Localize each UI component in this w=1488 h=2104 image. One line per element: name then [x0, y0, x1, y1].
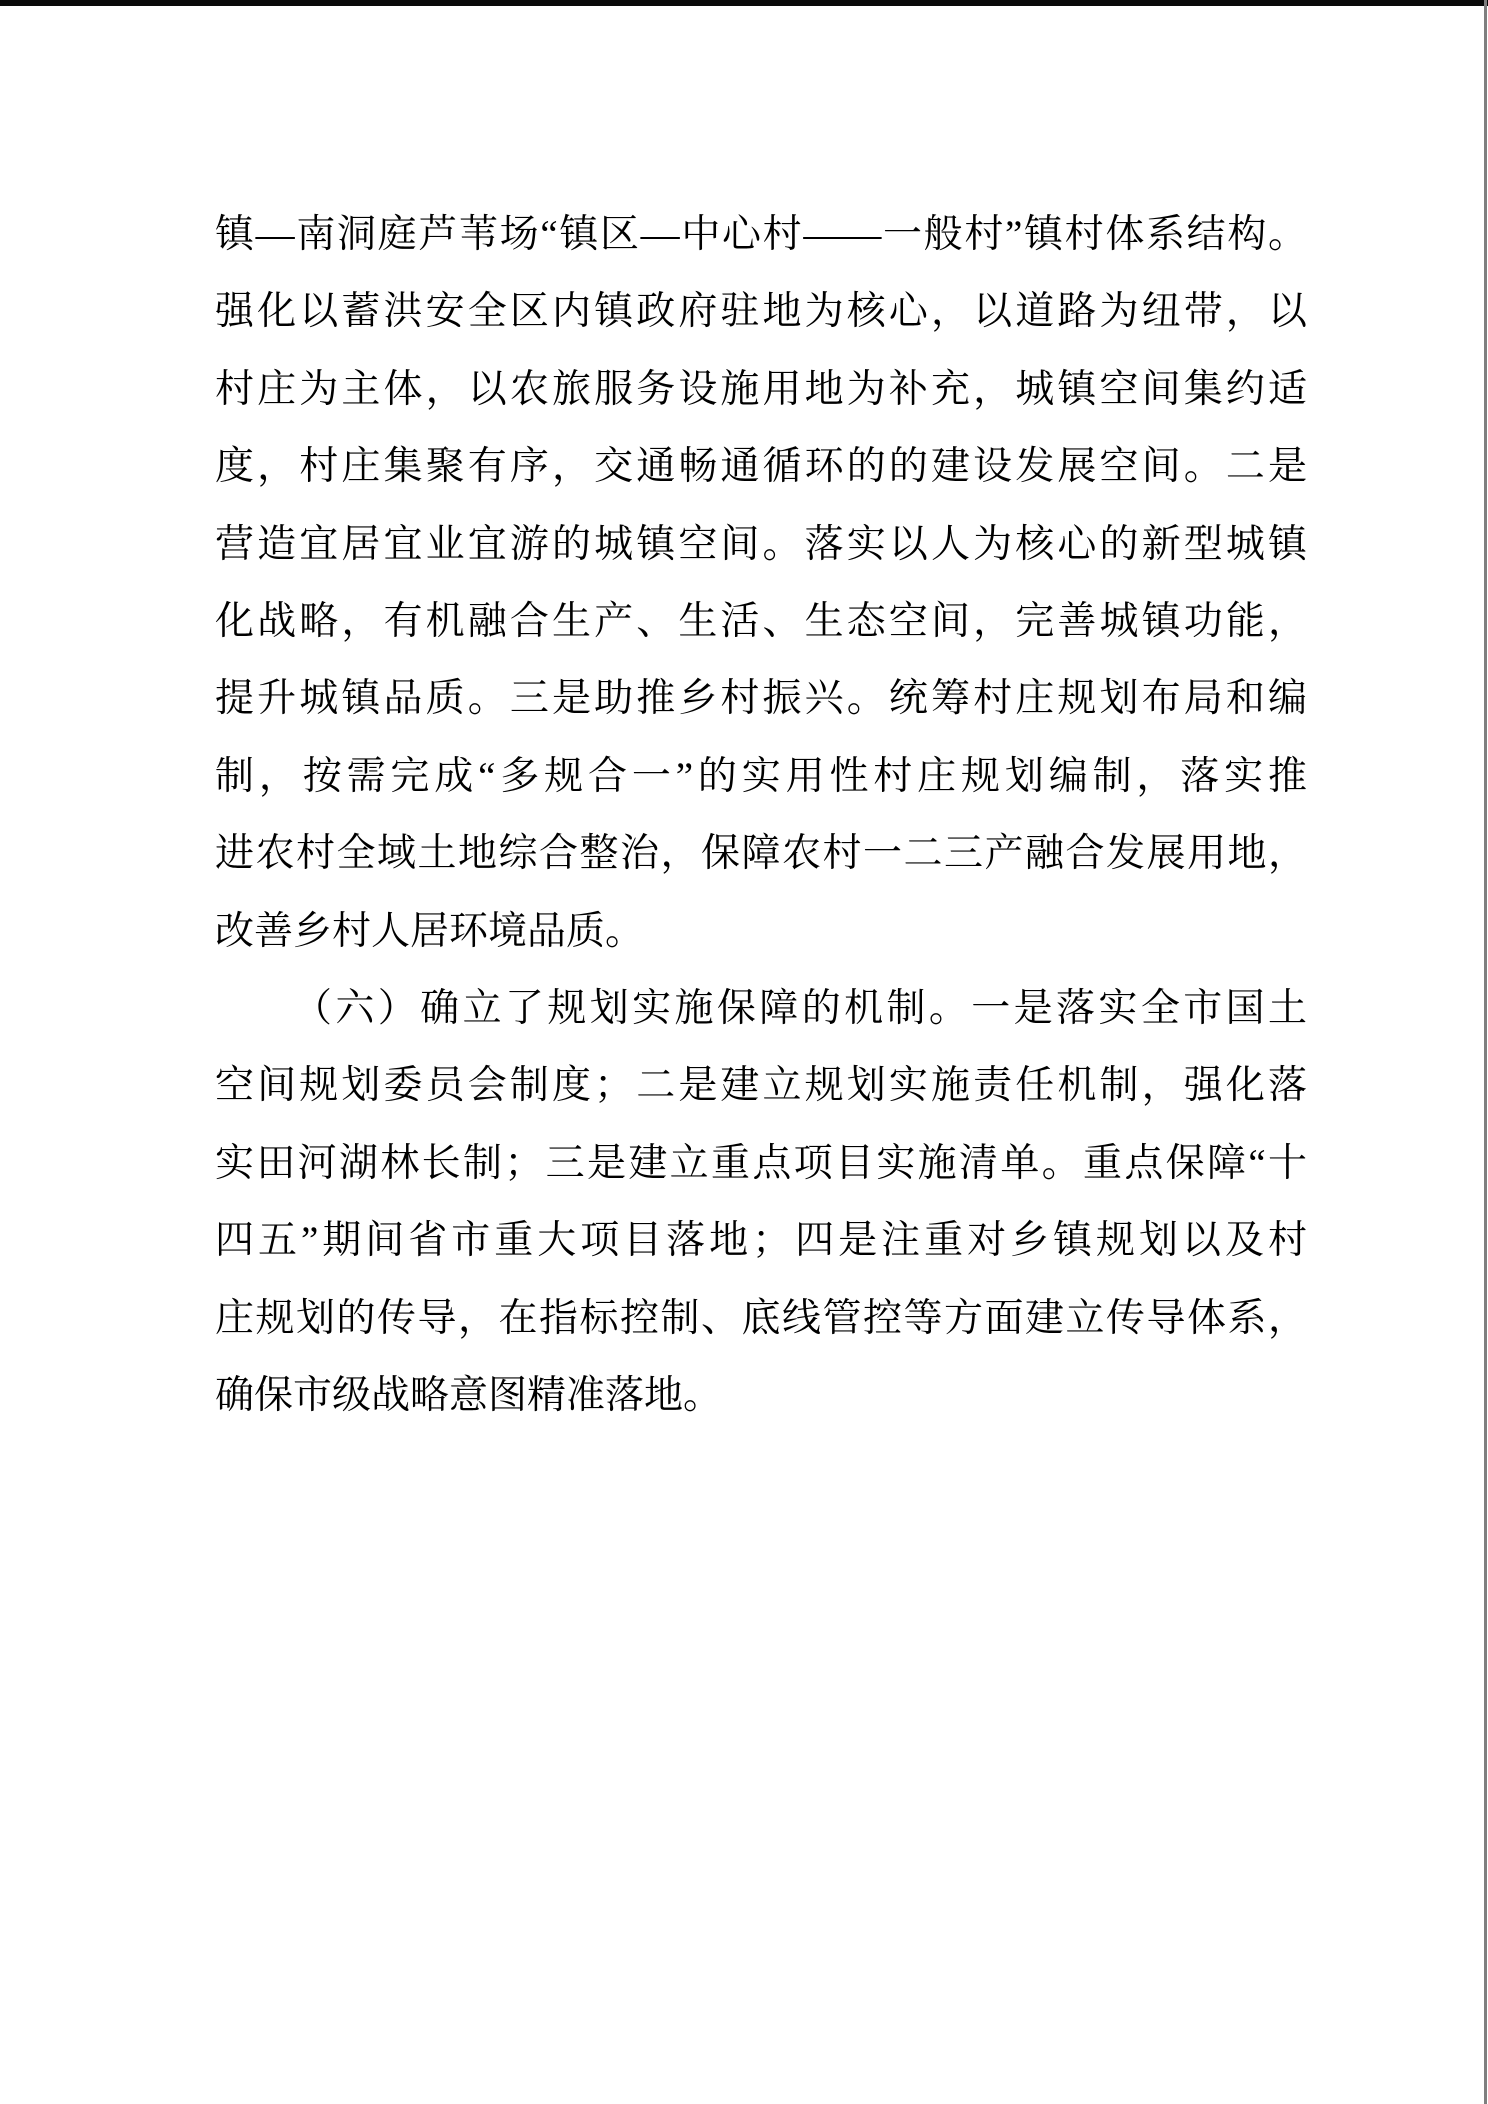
- doc-line-1: 镇—南洞庭芦苇场“镇区—中心村——一般村”镇村体系结构。: [215, 213, 1307, 256]
- body-text: [215, 196, 1307, 1435]
- doc-line-11: （六）确立了规划实施保障的机制。一是落实全市国土: [293, 987, 1307, 1031]
- doc-line-4: 度，村庄集聚有序，交通畅通循环的的建设发展空间。二是: [215, 445, 1307, 489]
- doc-line-9: 进农村全域土地综合整治，保障农村一二三产融合发展用地，: [215, 832, 1307, 876]
- doc-line-12: 空间规划委员会制度；二是建立规划实施责任机制，强化落: [215, 1064, 1307, 1108]
- page-top-edge: [0, 0, 1488, 6]
- doc-line-2: 强化以蓄洪安全区内镇政府驻地为核心，以道路为纽带，以: [215, 290, 1307, 334]
- doc-line-3: 村庄为主体，以农旅服务设施用地为补充，城镇空间集约适: [215, 367, 1307, 411]
- doc-line-14: 四五”期间省市重大项目落地；四是注重对乡镇规划以及村: [215, 1219, 1307, 1263]
- doc-line-10: 改善乡村人居环境品质。: [215, 909, 645, 953]
- page-right-edge-line: [1484, 0, 1487, 2104]
- doc-line-7: 提升城镇品质。三是助推乡村振兴。统筹村庄规划布局和编: [215, 677, 1307, 721]
- doc-line-8: 制，按需完成“多规合一”的实用性村庄规划编制，落实推: [215, 754, 1307, 798]
- doc-line-5: 营造宜居宜业宜游的城镇空间。落实以人为核心的新型城镇: [215, 522, 1307, 566]
- doc-line-16: 确保市级战略意图精准落地。: [215, 1374, 723, 1418]
- doc-line-15: 庄规划的传导，在指标控制、底线管控等方面建立传导体系，: [215, 1296, 1307, 1340]
- doc-line-6: 化战略，有机融合生产、生活、生态空间，完善城镇功能，: [215, 600, 1307, 644]
- doc-line-13: 实田河湖林长制；三是建立重点项目实施清单。重点保障“十: [215, 1141, 1307, 1185]
